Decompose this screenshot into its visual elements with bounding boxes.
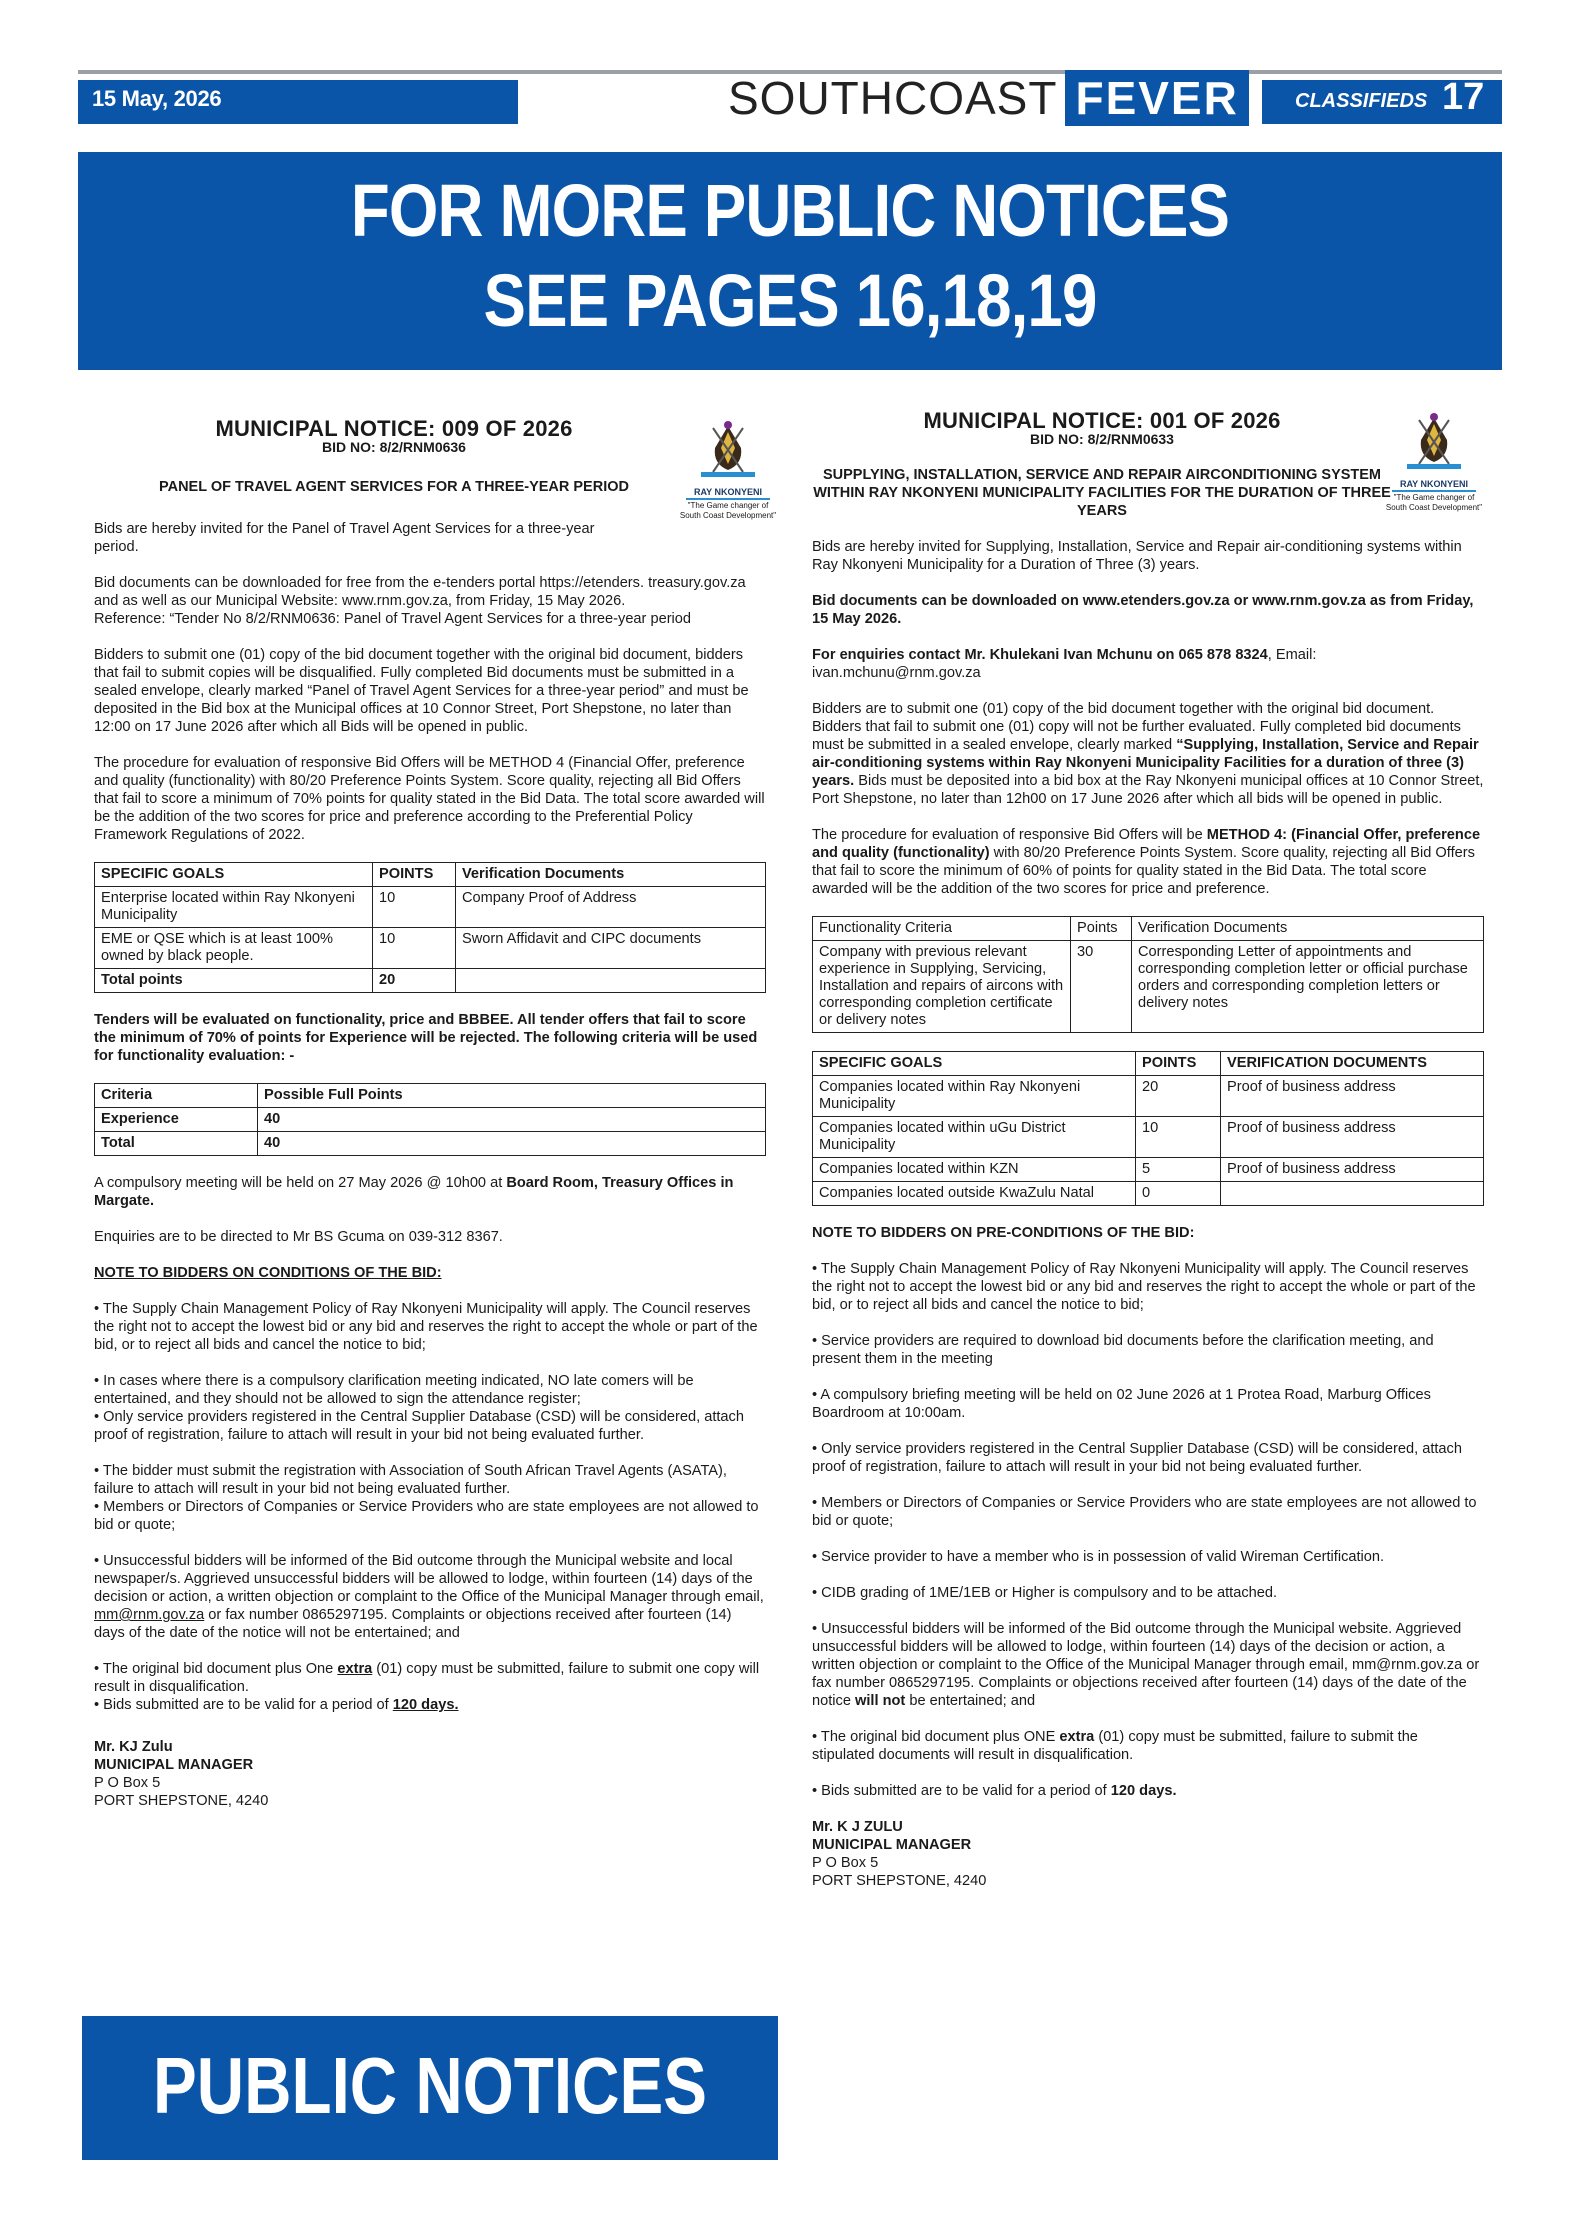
right-para-download: Bid documents can be downloaded on www.etenders.gov.za or www.rnm.gov.za as from Friday, 15 May 2026. <box>812 593 1474 627</box>
right-bullet-unsuccessful <box>812 1620 1484 1710</box>
table-row <box>95 1108 766 1132</box>
right-goals-table <box>812 1051 1484 1206</box>
table-cell: Companies located within uGu District Municipality <box>813 1117 1136 1158</box>
logo-underline <box>686 498 770 500</box>
table-row <box>813 941 1484 1033</box>
table-row <box>95 928 766 969</box>
left-note-heading: NOTE TO BIDDERS ON CONDITIONS OF THE BID: <box>94 1265 442 1281</box>
table-header: VERIFICATION DOCUMENTS <box>1221 1052 1484 1076</box>
procedure-text: The procedure for evaluation of responsive Bid Offers will be <box>812 827 1207 843</box>
right-notice <box>812 408 1484 1890</box>
table-header-row <box>95 1084 766 1108</box>
banner-line-1: FOR MORE PUBLIC NOTICES <box>350 169 1230 252</box>
left-signatory-name: Mr. KJ Zulu <box>94 1739 173 1755</box>
procedure-method: METHOD 4: (Financial Offer, preference and quality (functionality) <box>812 827 1481 861</box>
table-cell: 5 <box>1136 1158 1221 1182</box>
copy-text: • The original bid document plus One <box>94 1661 338 1677</box>
copy-text-end: (01) copy must be submitted, failure to submit the stipulated documents will result in disqualification. <box>812 1729 1418 1763</box>
right-bullet-policy: • The Supply Chain Management Policy of Ray Nkonyeni Municipality will apply. The Council reserves the right not to accept the lowest bid or any bid and reserves the right to accept the whole or part of the bid, or to reject all bids and cancel the notice to bid; <box>812 1261 1476 1313</box>
submission-text-end: Bids must be deposited into a bid box at the Ray Nkonyeni municipal offices at 10 Connor Street, Port Shepstone, no later than 12h00 on 17 June 2026 after which all bids will be opened in public. <box>812 773 1484 807</box>
left-criteria-table <box>94 1083 766 1156</box>
right-functionality-table <box>812 916 1484 1033</box>
copy-extra: extra <box>337 1661 373 1677</box>
right-bullet-csd: • Only service providers registered in the Central Supplier Database (CSD) will be considered, attach proof of registration, failure to attach will result in your bid not being evaluated further. <box>812 1441 1462 1475</box>
ray-nkonyeni-logo <box>1384 412 1484 513</box>
right-para-procedure <box>812 826 1484 898</box>
procedure-text-end: with 80/20 Preference Points System. Score quality, rejecting all Bid Offers that fail to score the minimum of 60% of points for quality stated in the Bid Data. The total score awarded will be the addition of the two scores for price and preference. <box>812 845 1475 897</box>
table-header-row <box>95 863 766 887</box>
right-bullet-copy <box>812 1728 1484 1764</box>
left-para-meeting <box>94 1174 766 1210</box>
right-notice-title: MUNICIPAL NOTICE: 001 OF 2026 <box>923 408 1281 433</box>
logo-underline <box>1392 490 1476 492</box>
manager-email-link[interactable]: mm@rnm.gov.za <box>94 1607 205 1623</box>
table-row <box>95 969 766 993</box>
unsuccessful-text-end: be entertained; and <box>905 1693 1036 1709</box>
left-bullet-state-employees: • Members or Directors of Companies or Service Providers who are state employees are not allowed to bid or quote; <box>94 1499 759 1533</box>
left-goals-table <box>94 862 766 993</box>
table-cell <box>1221 1182 1484 1206</box>
table-header: POINTS <box>373 863 456 887</box>
left-bullet-copy <box>94 1660 766 1696</box>
table-cell: Companies located within KZN <box>813 1158 1136 1182</box>
table-cell: Enterprise located within Ray Nkonyeni Municipality <box>95 887 373 928</box>
right-bullet-briefing: • A compulsory briefing meeting will be held on 02 June 2026 at 1 Protea Road, Marburg Offices Boardroom at 10:00am. <box>812 1387 1431 1421</box>
left-bid-number: BID NO: 8/2/RNM0636 <box>322 439 466 455</box>
table-cell: 10 <box>1136 1117 1221 1158</box>
table-header: SPECIFIC GOALS <box>813 1052 1136 1076</box>
right-po-box: P O Box 5 <box>812 1855 879 1871</box>
right-bid-number: BID NO: 8/2/RNM0633 <box>1030 431 1174 447</box>
enquiries-contact: For enquiries contact Mr. Khulekani Ivan Mchunu on 065 878 8324 <box>812 647 1268 663</box>
page-number: 17 <box>1442 76 1485 118</box>
left-notice-title: MUNICIPAL NOTICE: 009 OF 2026 <box>215 416 573 441</box>
table-cell: 10 <box>373 887 456 928</box>
left-para-submission: Bidders to submit one (01) copy of the bid document together with the original bid document, bidders that fail to submit copies will be disqualified. Fully completed Bid documents must be submitted in a sealed envelope, clearly marked “Panel of Travel Agent Services for a three-year period” and must be deposited in the Bid box at the Municipal offices at 10 Connor Street, Port Shepstone, no later than 12:00 on 17 June 2026 after which all Bids will be opened in public. <box>94 647 749 735</box>
left-bullet-unsuccessful <box>94 1552 766 1642</box>
table-cell: 20 <box>1136 1076 1221 1117</box>
right-note-heading: NOTE TO BIDDERS ON PRE-CONDITIONS OF THE BID: <box>812 1225 1195 1241</box>
table-cell: Company Proof of Address <box>456 887 766 928</box>
unsuccessful-not: not <box>882 1693 906 1709</box>
table-cell: Companies located outside KwaZulu Natal <box>813 1182 1136 1206</box>
validity-text: • Bids submitted are to be valid for a period of <box>94 1697 393 1713</box>
left-notice-subtitle: PANEL OF TRAVEL AGENT SERVICES FOR A THREE-YEAR PERIOD <box>159 479 629 495</box>
left-notice <box>94 416 777 1810</box>
table-row <box>95 1132 766 1156</box>
masthead-fever: FEVER <box>1065 70 1248 126</box>
copy-extra: extra <box>1059 1729 1095 1745</box>
left-logo-tagline: "The Game changer of South Coast Development" <box>679 501 777 520</box>
right-logo-tagline: "The Game changer of South Coast Development" <box>1385 493 1483 512</box>
right-bullet-wireman: • Service provider to have a member who is in possession of valid Wireman Certification. <box>812 1549 1385 1565</box>
right-city: PORT SHEPSTONE, 4240 <box>812 1873 987 1889</box>
banner-line-2: SEE PAGES 16,18,19 <box>483 259 1097 342</box>
left-para-download: Bid documents can be downloaded for free from the e-tenders portal https://etenders. treasury.gov.za and as well as our Municipal Website: www.rnm.gov.za, from Friday, 15 May 2026. <box>94 575 746 609</box>
validity-text: • Bids submitted are to be valid for a period of <box>812 1783 1111 1799</box>
table-cell: 30 <box>1071 941 1132 1033</box>
right-signatory-name: Mr. K J ZULU <box>812 1819 903 1835</box>
left-para-procedure: The procedure for evaluation of responsive Bid Offers will be METHOD 4 (Financial Offer, preference and quality (functionality) with 80/20 Preference Points System. Score quality, rejecting all Bid Offers that fail to score a minimum of 70% points for quality stated in the Bid Data. The total score awarded will be the addition of the two scores for price and preference according to the Preferential Policy Framework Regulations of 2022. <box>94 755 765 843</box>
table-header: POINTS <box>1136 1052 1221 1076</box>
left-para-enquiries: Enquiries are to be directed to Mr BS Gcuma on 039-312 8367. <box>94 1229 503 1245</box>
table-cell: Proof of business address <box>1221 1076 1484 1117</box>
unsuccessful-text-end: or fax number 0865297195. Complaints or objections received after fourteen (14) days of the date of the notice will not be entertained; and <box>94 1607 732 1641</box>
table-cell: Experience <box>95 1108 258 1132</box>
right-bullet-validity <box>812 1782 1484 1800</box>
masthead-southcoast: SOUTHCOAST <box>728 72 1058 124</box>
right-para-invite: Bids are hereby invited for Supplying, Installation, Service and Repair air-conditioning systems within Ray Nkonyeni Municipality for a Duration of Three (3) years. <box>812 539 1462 573</box>
left-po-box: P O Box 5 <box>94 1775 161 1791</box>
unsuccessful-text: • Unsuccessful bidders will be informed of the Bid outcome through the Municipal website and local newspaper/s. Aggrieved unsuccessful bidders will be allowed to lodge, within fourteen (14) days of the decision or action, a written objection or complaint to the Office of the Municipal Manager through email, <box>94 1553 764 1605</box>
table-header-row <box>813 1052 1484 1076</box>
left-signatory-title: MUNICIPAL MANAGER <box>94 1757 254 1773</box>
submission-text: Bidders are to submit one (01) copy of the bid document together with the original bid document. Bidders that fail to submit one (01) copy will not be further evaluated. Fully completed bid documents must be submitted in a sealed envelope, clearly marked <box>812 701 1461 753</box>
right-signatory-title: MUNICIPAL MANAGER <box>812 1837 972 1853</box>
table-header: Possible Full Points <box>258 1084 766 1108</box>
table-row <box>813 1158 1484 1182</box>
issue-date: 15 May, 2026 <box>92 86 222 111</box>
left-bullet-policy: • The Supply Chain Management Policy of Ray Nkonyeni Municipality will apply. The Council reserves the right not to accept the lowest bid or any bid and reserves the right to accept the whole or part of the bid, or to reject all bids and cancel the notice to bid; <box>94 1301 758 1353</box>
masthead <box>728 70 1249 126</box>
municipality-crest-icon <box>693 420 763 484</box>
right-logo-name: RAY NKONYENI <box>1399 479 1469 489</box>
right-bullet-cidb: • CIDB grading of 1ME/1EB or Higher is compulsory and to be attached. <box>812 1585 1278 1601</box>
table-cell: 10 <box>373 928 456 969</box>
table-header: Functionality Criteria <box>813 917 1071 941</box>
table-row <box>813 1117 1484 1158</box>
left-bullet-validity <box>94 1696 766 1714</box>
copy-text-end: (01) copy must be submitted, failure to submit one copy will result in disqualification. <box>94 1661 760 1695</box>
left-para-invite: Bids are hereby invited for the Panel of Travel Agent Services for a three-year period. <box>94 521 595 555</box>
table-cell: Company with previous relevant experience in Supplying, Servicing, Installation and repairs of aircons with corresponding completion certificate or delivery notes <box>813 941 1071 1033</box>
table-cell <box>456 969 766 993</box>
table-header: Criteria <box>95 1084 258 1108</box>
table-header: Points <box>1071 917 1132 941</box>
table-cell: Total <box>95 1132 258 1156</box>
unsuccessful-will: will <box>855 1693 879 1709</box>
right-bullet-download: • Service providers are required to download bid documents before the clarification meeting, and present them in the meeting <box>812 1333 1434 1367</box>
enquiries-email: , Email: ivan.mchunu@rnm.gov.za <box>812 647 1317 681</box>
table-cell: Proof of business address <box>1221 1117 1484 1158</box>
copy-text: • The original bid document plus ONE <box>812 1729 1060 1745</box>
municipality-crest-icon <box>1399 412 1469 476</box>
table-row <box>813 1076 1484 1117</box>
left-para-functionality: Tenders will be evaluated on functionality, price and BBBEE. All tender offers that fail to score the minimum of 70% of points for Experience will be rejected. The following criteria will be used for functionality evaluation: - <box>94 1012 758 1064</box>
left-bullet-asata: • The bidder must submit the registration with Association of South African Travel Agents (ASATA), failure to attach will result in your bid not being evaluated further. <box>94 1463 727 1497</box>
left-logo-name: RAY NKONYENI <box>693 487 763 497</box>
validity-days: 120 days. <box>392 1697 459 1713</box>
table-cell: Corresponding Letter of appointments and corresponding completion letter or official purchase orders and corresponding completion letters or delivery notes <box>1132 941 1484 1033</box>
table-header: SPECIFIC GOALS <box>95 863 373 887</box>
left-bullet-latecomers: • In cases where there is a compulsory clarification meeting indicated, NO late comers will be entertained, and they should not be allowed to sign the attendance register; <box>94 1373 694 1407</box>
section-label: CLASSIFIEDS <box>1295 90 1428 112</box>
right-notice-subtitle: SUPPLYING, INSTALLATION, SERVICE AND REPAIR AIRCONDITIONING SYSTEM WITHIN RAY NKONYENI MUNICIPALITY FACILITIES FOR THE DURATION OF THREE YEARS <box>813 467 1391 519</box>
table-cell: Sworn Affidavit and CIPC documents <box>456 928 766 969</box>
right-para-enquiries <box>812 646 1484 682</box>
table-cell: 40 <box>258 1132 766 1156</box>
submission-marking: “Supplying, Installation, Service and Repair air-conditioning systems within Ray Nkonyeni Municipality Facilities for a duration of three (3) years. <box>812 737 1479 789</box>
left-city: PORT SHEPSTONE, 4240 <box>94 1793 269 1809</box>
table-header: Verification Documents <box>456 863 766 887</box>
left-bullet-csd: • Only service providers registered in the Central Supplier Database (CSD) will be considered, attach proof of registration, failure to attach will result in your bid not being evaluated further. <box>94 1409 744 1443</box>
table-cell: EME or QSE which is at least 100% owned by black people. <box>95 928 373 969</box>
table-cell: Proof of business address <box>1221 1158 1484 1182</box>
public-notices-banner-text: PUBLIC NOTICES <box>153 2041 707 2130</box>
ray-nkonyeni-logo <box>678 420 778 521</box>
table-cell: Total points <box>95 969 373 993</box>
table-cell: Companies located within Ray Nkonyeni Municipality <box>813 1076 1136 1117</box>
table-header-row <box>813 917 1484 941</box>
table-cell: 20 <box>373 969 456 993</box>
right-bullet-state-employees: • Members or Directors of Companies or Service Providers who are state employees are not allowed to bid or quote; <box>812 1495 1477 1529</box>
table-row <box>813 1182 1484 1206</box>
meeting-venue: Board Room, Treasury Offices in Margate. <box>94 1175 734 1209</box>
table-row <box>95 887 766 928</box>
unsuccessful-text: • Unsuccessful bidders will be informed of the Bid outcome through the Municipal website. Aggrieved unsuccessful bidders will be allowed to lodge, within fourteen (14) days of the decision or action, a written objection or complaint to the Office of the Municipal Manager through email, mm@rnm.gov.za or fax number 0865297195. Complaints or objections received after fourteen (14) days of the date of the notice <box>812 1621 1480 1709</box>
table-cell: 40 <box>258 1108 766 1132</box>
validity-days: 120 days. <box>1110 1783 1177 1799</box>
right-para-submission <box>812 700 1484 808</box>
meeting-text: A compulsory meeting will be held on 27 May 2026 @ 10h00 at <box>94 1175 507 1191</box>
left-para-reference: Reference: “Tender No 8/2/RNM0636: Panel of Travel Agent Services for a three-year period <box>94 611 692 627</box>
table-cell: 0 <box>1136 1182 1221 1206</box>
table-header: Verification Documents <box>1132 917 1484 941</box>
